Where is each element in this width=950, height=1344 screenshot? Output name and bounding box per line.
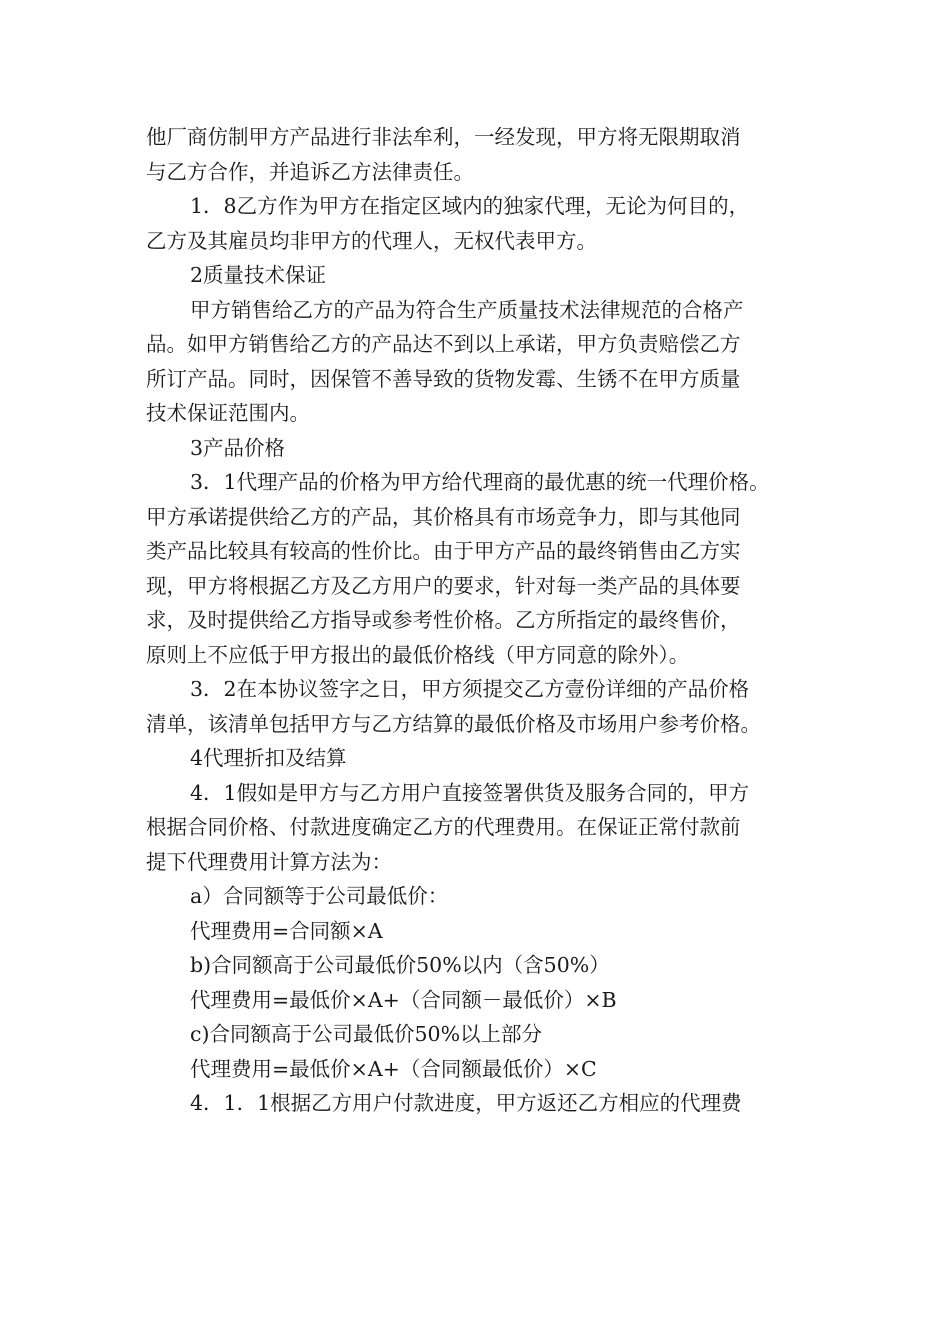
clause-3-1: 3．1代理产品的价格为甲方给代理商的最优惠的统一代理价格。	[190, 470, 770, 494]
formula-a: 代理费用=合同额×A	[190, 918, 383, 943]
clause-1-8: 1．8乙方作为甲方在指定区域内的独家代理，无论为何目的，	[190, 194, 750, 218]
clause-4-1: 4．1假如是甲方与乙方用户直接签署供货及服务合同的，甲方	[190, 780, 750, 805]
text-line: 清单，该清单包括甲方与乙方结算的最低价格及市场用户参考价格。	[146, 711, 761, 736]
text-line: 他厂商仿制甲方产品进行非法牟利，一经发现，甲方将无限期取消	[146, 125, 741, 149]
document-body	[146, 120, 826, 1121]
text-line: 技术保证范围内。	[146, 401, 310, 425]
text-line: 甲方承诺提供给乙方的产品，其价格具有市场竞争力，即与其他同	[146, 504, 741, 529]
section-heading-discount: 4代理折扣及结算	[190, 746, 347, 770]
formula-b: 代理费用=最低价×A+（合同额－最低价）×B	[190, 987, 617, 1012]
text-line: 类产品比较具有较高的性价比。由于甲方产品的最终销售由乙方实	[146, 539, 741, 563]
clause-3-2: 3．2在本协议签字之日，甲方须提交乙方壹份详细的产品价格	[190, 677, 750, 701]
formula-case-b: b)合同额高于公司最低价50%以内（含50%）	[190, 953, 610, 977]
text-line: 求，及时提供给乙方指导或参考性价格。乙方所指定的最终售价，	[146, 608, 741, 632]
text-line: 原则上不应低于甲方报出的最低价格线（甲方同意的除外）。	[146, 642, 690, 667]
text-line: 乙方及其雇员均非甲方的代理人，无权代表甲方。	[146, 228, 597, 253]
formula-case-a: a）合同额等于公司最低价：	[190, 884, 449, 908]
text-line: 甲方销售给乙方的产品为符合生产质量技术法律规范的合格产	[190, 297, 744, 322]
section-heading-quality: 2质量技术保证	[190, 263, 327, 287]
text-line: 品。如甲方销售给乙方的产品达不到以上承诺，甲方负责赔偿乙方	[146, 332, 741, 356]
formula-case-c: c)合同额高于公司最低价50%以上部分	[190, 1022, 543, 1046]
formula-c: 代理费用=最低价×A+（合同额最低价）×C	[190, 1056, 597, 1081]
text-line: 根据合同价格、付款进度确定乙方的代理费用。在保证正常付款前	[146, 815, 741, 839]
text-line: 所订产品。同时，因保管不善导致的货物发霉、生锈不在甲方质量	[146, 366, 741, 391]
section-heading-price: 3产品价格	[190, 435, 286, 460]
text-line: 现，甲方将根据乙方及乙方用户的要求，针对每一类产品的具体要	[146, 573, 741, 598]
clause-4-1-1: 4．1．1根据乙方用户付款进度，甲方返还乙方相应的代理费	[190, 1091, 742, 1115]
text-line: 与乙方合作，并追诉乙方法律责任。	[146, 159, 474, 184]
text-line: 提下代理费用计算方法为：	[146, 849, 392, 874]
